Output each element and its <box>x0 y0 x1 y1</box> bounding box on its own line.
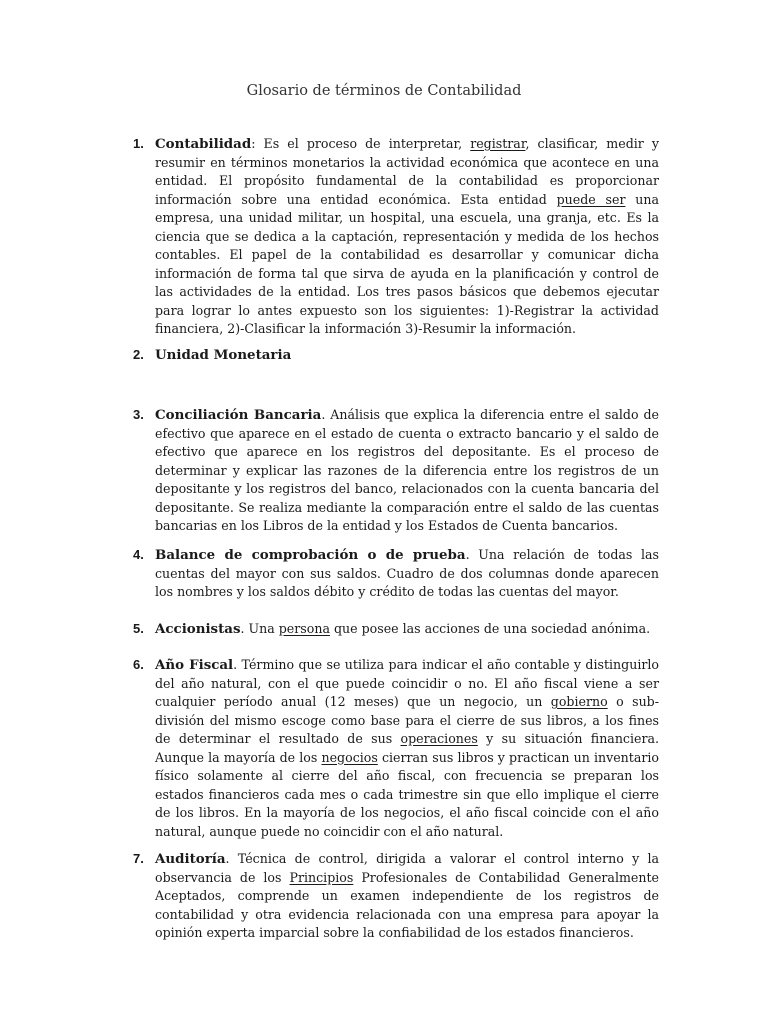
entry-text: una empresa, una unidad militar, un hospital, una escuela, una granja, etc. Es la ciencia que se dedica a la captación, representación y medida de los hechos contables. El papel de la contabilidad es desarrollar y comunicar dicha información de forma tal que sirva de ayuda en la planificación y control de las actividades de la entidad. Los tres pasos básicos que debemos ejecutar para lograr lo antes expuesto son los siguientes: 1)-Registrar la actividad financiera, 2)-Clasificar la información 3)-Resumir la información. <box>155 191 659 336</box>
entry-text: Es el proceso de interpretar, <box>263 136 471 151</box>
entry-term: Conciliación Bancaria <box>155 407 322 423</box>
entry-term: Accionistas <box>155 621 241 637</box>
entry-number: 5. <box>133 621 144 636</box>
entry-body <box>155 546 659 602</box>
glossary-link[interactable]: registrar <box>470 136 526 151</box>
entry-separator: : <box>251 136 264 151</box>
entry-number: 6. <box>133 657 144 672</box>
entry-text: Análisis que explica la diferencia entre el saldo de efectivo que aparece en el estado de cuenta o extracto bancario y el saldo de efectivo que aparece en los registros del depositante. Es el proceso de determinar y explicar las razones de la diferencia entre los registros de un depositante y los registros del banco, relacionados con la cuenta bancaria del depositante. Se realiza mediante la comparación entre el saldo de las cuentas bancarias en los Libros de la entidad y los Estados de Cuenta bancarios. <box>155 407 659 533</box>
entry-separator: . <box>465 547 479 562</box>
entry-term: Auditoría <box>155 851 226 867</box>
glossary-link[interactable]: persona <box>278 621 330 636</box>
entry-number: 4. <box>133 547 144 562</box>
entry-number: 1. <box>133 136 144 151</box>
page-title: Glosario de términos de Contabilidad <box>246 83 522 99</box>
entry-body <box>155 406 659 536</box>
entry-text: cierran sus libros y practican un inventario físico solamente al cierre del año fiscal, con frecuencia se preparan los estados financieros cada mes o cada trimestre sin que ello implique el cierre de los libros. En la mayoría de los negocios, el año fiscal coincide con el año natural, aunque puede no coincidir con el año natural. <box>155 749 659 839</box>
entry-number: 3. <box>133 407 144 422</box>
entry-term: Contabilidad <box>155 136 252 152</box>
entry-text: Una <box>248 621 279 636</box>
entry-separator: . <box>233 657 242 672</box>
entry-separator: . <box>225 851 238 866</box>
glossary-link[interactable]: operaciones <box>400 731 478 746</box>
glossary-link[interactable]: negocios <box>321 749 378 765</box>
entry-separator: . <box>321 407 331 422</box>
entry-text: Una relación de todas las cuentas del mayor con sus saldos. Cuadro de dos columnas donde aparecen los nombres y los saldos débito y crédito de todas las cuentas del mayor. <box>155 547 659 599</box>
entry-term: Año Fiscal <box>155 657 234 673</box>
entry-body <box>155 620 659 639</box>
entry-text: Profesionales de Contabilidad Generalmente Aceptados, comprende un examen independiente de los registros de contabilidad y otra evidencia relacionada con una empresa para apoyar la opinión experta imparcial sobre la confiabilidad de los estados financieros. <box>155 869 659 940</box>
entry-text: que posee las acciones de una sociedad anónima. <box>329 621 651 636</box>
entry-text: y su situación financiera. Aunque la mayoría de los <box>155 731 659 765</box>
entry-text: Término que se utiliza para indicar el año contable y distinguirlo del año natural, con el que puede coincidir o no. El año fiscal viene a ser cualquier período anual (12 meses) que un negocio, un <box>155 657 659 709</box>
entry-body <box>155 135 659 339</box>
glossary-link[interactable]: gobierno <box>550 694 608 709</box>
entry-text: o sub-división del mismo escoge como base para el cierre de sus libros, a los fines de determinar el resultado de sus <box>155 694 659 746</box>
entry-body <box>155 850 659 943</box>
entry-text: Técnica de control, dirigida a valorar el control interno y la observancia de los <box>155 851 659 885</box>
entry-number: 2. <box>133 347 144 362</box>
entry-body <box>155 656 659 841</box>
entry-separator: . <box>240 621 249 636</box>
glossary-link[interactable]: Principios <box>289 869 354 885</box>
entry-text: , clasificar, medir y resumir en términos monetarios la actividad económica que acontece en una entidad. El propósito fundamental de la contabilidad es proporcionar información sobre una entidad económica. Esta entidad <box>155 136 659 207</box>
entry-term: Unidad Monetaria <box>155 347 292 363</box>
entry-term: Balance de comprobación o de prueba <box>155 547 466 563</box>
glossary-link[interactable]: puede ser <box>556 191 626 207</box>
entry-number: 7. <box>133 851 144 866</box>
entry-body <box>155 346 659 365</box>
